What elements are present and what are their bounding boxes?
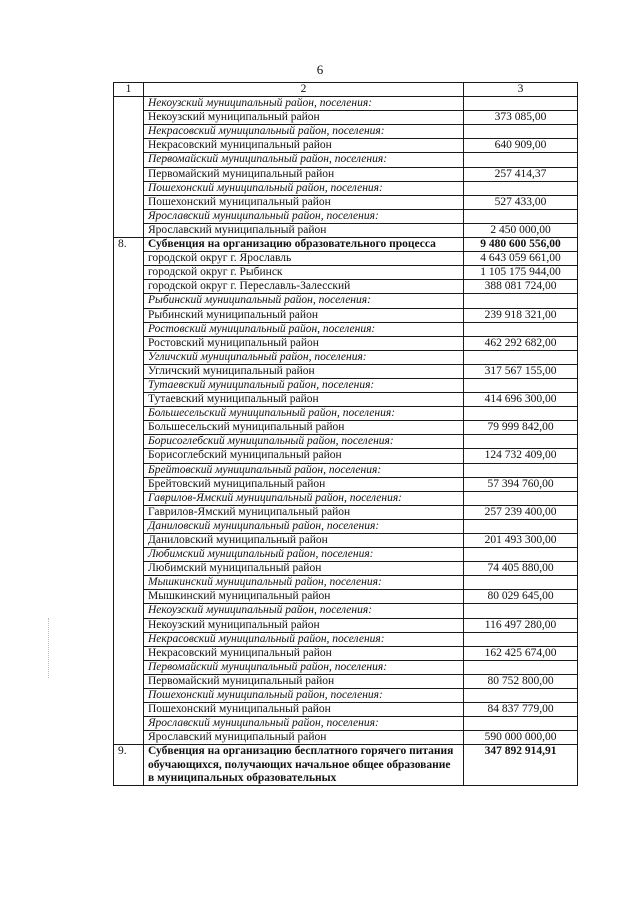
amount-cell: 388 081 724,00	[464, 280, 578, 294]
subvention-total: 347 892 914,91	[464, 745, 578, 785]
amount-cell: 57 394 760,00	[464, 477, 578, 491]
amount-cell	[464, 519, 578, 533]
amount-cell	[464, 97, 578, 111]
subheader-row	[114, 294, 578, 308]
row-number-cell	[114, 632, 144, 646]
municipality-name: Некрасовский муниципальный район	[144, 646, 464, 660]
subheader-row	[114, 435, 578, 449]
amount-cell: 373 085,00	[464, 111, 578, 125]
table-row	[114, 703, 578, 717]
subheader-row	[114, 519, 578, 533]
row-number-cell	[114, 534, 144, 548]
district-subheader: Первомайский муниципальный район, поселения:	[144, 153, 464, 167]
district-subheader: Некоузский муниципальный район, поселения:	[144, 97, 464, 111]
row-number-cell	[114, 195, 144, 209]
amount-cell: 124 732 409,00	[464, 449, 578, 463]
row-number-cell	[114, 590, 144, 604]
row-number-cell	[114, 266, 144, 280]
amount-cell: 4 643 059 661,00	[464, 252, 578, 266]
subheader-row	[114, 407, 578, 421]
subheader-row	[114, 689, 578, 703]
subheader-row	[114, 548, 578, 562]
district-subheader: Ростовский муниципальный район, поселения:	[144, 322, 464, 336]
amount-cell: 239 918 321,00	[464, 308, 578, 322]
header-col-1: 1	[114, 83, 144, 97]
table-row	[114, 421, 578, 435]
amount-cell	[464, 322, 578, 336]
municipality-name: Мышкинский муниципальный район	[144, 590, 464, 604]
row-number-cell	[114, 308, 144, 322]
row-number-cell	[114, 463, 144, 477]
municipality-name: Угличский муниципальный район	[144, 364, 464, 378]
table-row	[114, 646, 578, 660]
amount-cell: 462 292 682,00	[464, 336, 578, 350]
row-number-cell	[114, 139, 144, 153]
row-number-cell	[114, 407, 144, 421]
row-number-cell	[114, 435, 144, 449]
row-number-cell	[114, 703, 144, 717]
row-number-cell	[114, 280, 144, 294]
district-subheader: Некоузский муниципальный район, поселения:	[144, 604, 464, 618]
table-row	[114, 280, 578, 294]
row-number-cell	[114, 294, 144, 308]
municipality-name: Пошехонский муниципальный район	[144, 703, 464, 717]
row-number-cell	[114, 717, 144, 731]
table-row	[114, 731, 578, 745]
district-subheader: Пошехонский муниципальный район, поселения:	[144, 689, 464, 703]
subheader-row	[114, 322, 578, 336]
row-number-cell	[114, 731, 144, 745]
table-row	[114, 111, 578, 125]
amount-cell	[464, 463, 578, 477]
subheader-row	[114, 350, 578, 364]
amount-cell	[464, 491, 578, 505]
subheader-row	[114, 632, 578, 646]
municipality-name: Ростовский муниципальный район	[144, 336, 464, 350]
table-row	[114, 167, 578, 181]
municipality-name: Ярославский муниципальный район	[144, 731, 464, 745]
table-row	[114, 308, 578, 322]
district-subheader: Ярославский муниципальный район, поселения:	[144, 717, 464, 731]
row-number-cell	[114, 252, 144, 266]
subheader-row	[114, 576, 578, 590]
header-col-3: 3	[464, 83, 578, 97]
table-header-row	[114, 83, 578, 97]
amount-cell	[464, 604, 578, 618]
row-number-cell	[114, 378, 144, 392]
subheader-row	[114, 491, 578, 505]
amount-cell	[464, 548, 578, 562]
district-subheader: Некрасовский муниципальный район, поселения:	[144, 632, 464, 646]
amount-cell: 84 837 779,00	[464, 703, 578, 717]
subheader-row	[114, 604, 578, 618]
row-number-cell	[114, 209, 144, 223]
section-row	[114, 745, 578, 785]
subheader-row	[114, 378, 578, 392]
page-number: 6	[316, 62, 324, 77]
amount-cell: 74 405 880,00	[464, 562, 578, 576]
subvention-total: 9 480 600 556,00	[464, 238, 578, 252]
municipality-name: Пошехонский муниципальный район	[144, 195, 464, 209]
district-subheader: Пошехонский муниципальный район, поселения:	[144, 181, 464, 195]
subheader-row	[114, 209, 578, 223]
table-row	[114, 336, 578, 350]
table-row	[114, 505, 578, 519]
header-col-2: 2	[144, 83, 464, 97]
municipality-name: Первомайский муниципальный район	[144, 167, 464, 181]
subheader-row	[114, 181, 578, 195]
municipality-name: Большесельский муниципальный район	[144, 421, 464, 435]
row-number-cell	[114, 364, 144, 378]
table-row	[114, 393, 578, 407]
amount-cell	[464, 294, 578, 308]
district-subheader: Некрасовский муниципальный район, поселения:	[144, 125, 464, 139]
subheader-row	[114, 125, 578, 139]
scan-artifact	[48, 618, 50, 678]
row-number-cell	[114, 646, 144, 660]
amount-cell	[464, 435, 578, 449]
district-subheader: Рыбинский муниципальный район, поселения:	[144, 294, 464, 308]
amount-cell	[464, 209, 578, 223]
row-number-cell	[114, 604, 144, 618]
amount-cell: 1 105 175 944,00	[464, 266, 578, 280]
table-body	[114, 97, 578, 786]
district-subheader: Борисоглебский муниципальный район, поселения:	[144, 435, 464, 449]
amount-cell	[464, 632, 578, 646]
municipality-name: Рыбинский муниципальный район	[144, 308, 464, 322]
row-number-cell	[114, 491, 144, 505]
table-row	[114, 266, 578, 280]
district-subheader: Даниловский муниципальный район, поселения:	[144, 519, 464, 533]
amount-cell	[464, 181, 578, 195]
amount-cell: 79 999 842,00	[464, 421, 578, 435]
table-row	[114, 252, 578, 266]
table-row	[114, 590, 578, 604]
row-number-cell	[114, 562, 144, 576]
row-number-cell: 8.	[114, 238, 144, 252]
table-row	[114, 223, 578, 237]
municipality-name: городской округ г. Рыбинск	[144, 266, 464, 280]
municipality-name: Гаврилов-Ямский муниципальный район	[144, 505, 464, 519]
municipality-name: Борисоглебский муниципальный район	[144, 449, 464, 463]
amount-cell	[464, 378, 578, 392]
amount-cell	[464, 689, 578, 703]
amount-cell: 257 239 400,00	[464, 505, 578, 519]
subheader-row	[114, 463, 578, 477]
table-row	[114, 534, 578, 548]
amount-cell: 257 414,37	[464, 167, 578, 181]
municipality-name: Тутаевский муниципальный район	[144, 393, 464, 407]
row-number-cell	[114, 689, 144, 703]
subvention-title: Субвенция на организацию образовательного процесса	[144, 238, 464, 252]
district-subheader: Брейтовский муниципальный район, поселения:	[144, 463, 464, 477]
row-number-cell: 9.	[114, 745, 144, 785]
district-subheader: Мышкинский муниципальный район, поселения:	[144, 576, 464, 590]
row-number-cell	[114, 548, 144, 562]
table-row	[114, 139, 578, 153]
subheader-row	[114, 717, 578, 731]
amount-cell	[464, 350, 578, 364]
municipality-name: Некоузский муниципальный район	[144, 618, 464, 632]
row-number-cell	[114, 125, 144, 139]
row-number-cell	[114, 576, 144, 590]
row-number-cell	[114, 449, 144, 463]
amount-cell: 80 752 800,00	[464, 674, 578, 688]
table-row	[114, 195, 578, 209]
section-row	[114, 238, 578, 252]
table-row	[114, 364, 578, 378]
row-number-cell	[114, 97, 144, 111]
district-subheader: Гаврилов-Ямский муниципальный район, поселения:	[144, 491, 464, 505]
row-number-cell	[114, 322, 144, 336]
allocation-table	[113, 82, 578, 786]
row-number-cell	[114, 181, 144, 195]
table-row	[114, 562, 578, 576]
row-number-cell	[114, 660, 144, 674]
row-number-cell	[114, 350, 144, 364]
row-number-cell	[114, 421, 144, 435]
row-number-cell	[114, 153, 144, 167]
municipality-name: Некоузский муниципальный район	[144, 111, 464, 125]
amount-cell: 590 000 000,00	[464, 731, 578, 745]
municipality-name: Любимский муниципальный район	[144, 562, 464, 576]
row-number-cell	[114, 519, 144, 533]
amount-cell	[464, 576, 578, 590]
municipality-name: городской округ г. Ярославль	[144, 252, 464, 266]
subheader-row	[114, 153, 578, 167]
municipality-name: Даниловский муниципальный район	[144, 534, 464, 548]
amount-cell: 2 450 000,00	[464, 223, 578, 237]
subheader-row	[114, 97, 578, 111]
district-subheader: Любимский муниципальный район, поселения:	[144, 548, 464, 562]
district-subheader: Большесельский муниципальный район, поселения:	[144, 407, 464, 421]
amount-cell	[464, 125, 578, 139]
row-number-cell	[114, 618, 144, 632]
amount-cell: 317 567 155,00	[464, 364, 578, 378]
table-row	[114, 618, 578, 632]
amount-cell	[464, 153, 578, 167]
municipality-name: Первомайский муниципальный район	[144, 674, 464, 688]
district-subheader: Угличский муниципальный район, поселения:	[144, 350, 464, 364]
row-number-cell	[114, 223, 144, 237]
amount-cell: 527 433,00	[464, 195, 578, 209]
amount-cell	[464, 660, 578, 674]
amount-cell	[464, 717, 578, 731]
district-subheader: Ярославский муниципальный район, поселения:	[144, 209, 464, 223]
table-row	[114, 449, 578, 463]
municipality-name: Ярославский муниципальный район	[144, 223, 464, 237]
row-number-cell	[114, 674, 144, 688]
row-number-cell	[114, 167, 144, 181]
district-subheader: Тутаевский муниципальный район, поселения:	[144, 378, 464, 392]
municipality-name: городской округ г. Переславль-Залесский	[144, 280, 464, 294]
table-row	[114, 674, 578, 688]
municipality-name: Брейтовский муниципальный район	[144, 477, 464, 491]
row-number-cell	[114, 336, 144, 350]
amount-cell: 414 696 300,00	[464, 393, 578, 407]
amount-cell: 640 909,00	[464, 139, 578, 153]
subheader-row	[114, 660, 578, 674]
subvention-title: Субвенция на организацию бесплатного горячего питания обучающихся, получающих начальное общее образование в муниципальных образовательных	[144, 745, 464, 785]
amount-cell: 162 425 674,00	[464, 646, 578, 660]
table-row	[114, 477, 578, 491]
amount-cell	[464, 407, 578, 421]
amount-cell: 80 029 645,00	[464, 590, 578, 604]
row-number-cell	[114, 505, 144, 519]
amount-cell: 116 497 280,00	[464, 618, 578, 632]
row-number-cell	[114, 111, 144, 125]
amount-cell: 201 493 300,00	[464, 534, 578, 548]
municipality-name: Некрасовский муниципальный район	[144, 139, 464, 153]
district-subheader: Первомайский муниципальный район, поселения:	[144, 660, 464, 674]
row-number-cell	[114, 393, 144, 407]
row-number-cell	[114, 477, 144, 491]
